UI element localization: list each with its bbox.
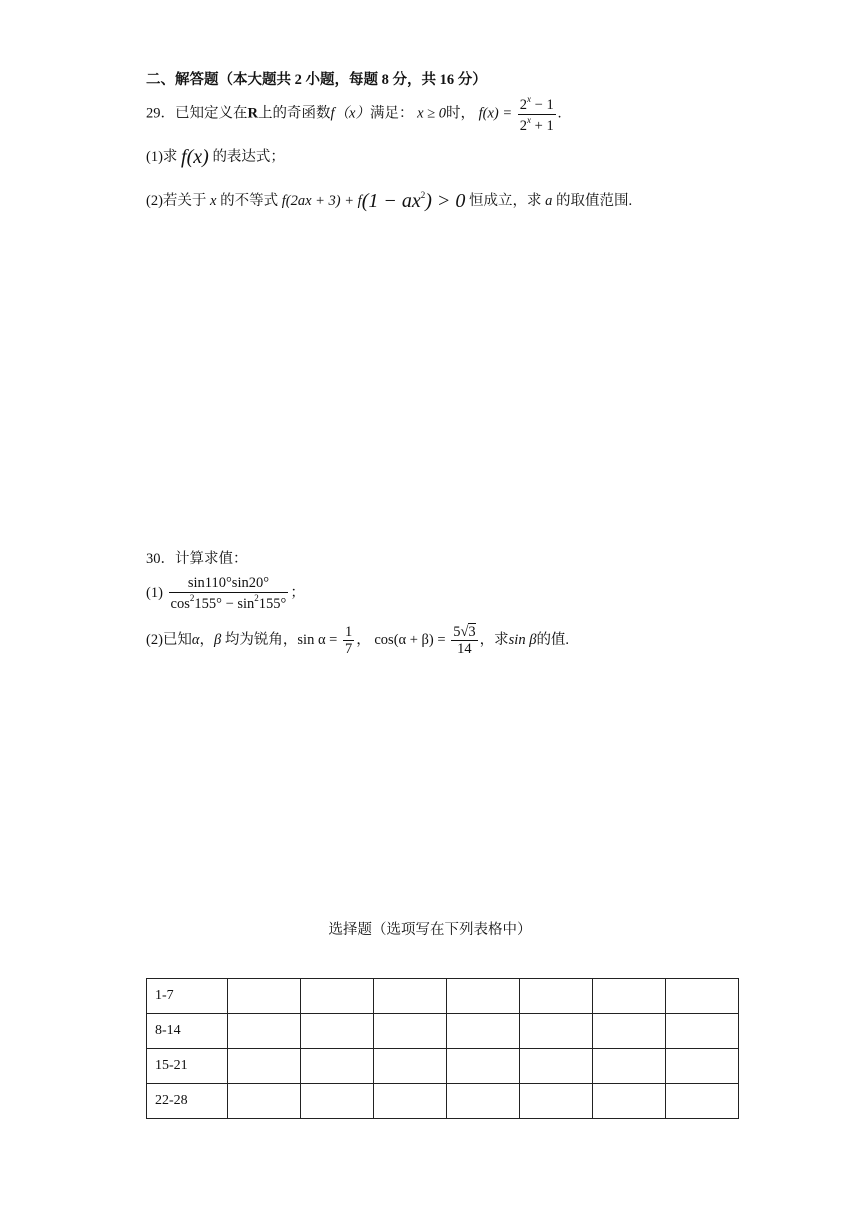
answer-cell[interactable] [447,1084,520,1119]
q30-fraction-2: $\frac{1}{7}$ [344,623,353,658]
q30-fraction-3: $\frac{5√3}{14}$ [453,623,476,658]
table-row [147,979,739,1014]
answer-cell[interactable] [447,1014,520,1049]
answer-cell[interactable] [520,1049,593,1084]
mc-title: 选择题（选项写在下列表格中） [328,922,532,938]
q29-part2: (2)若关于 x 的不等式 $f(2ax + 3) + f(1 - ax^2) > 0$ 恒成立，求 a 的取值范围. [146,190,633,212]
q29-fraction: $\frac{2^x - 1}{2^x + 1}$ [519,94,554,134]
table-row [147,1084,739,1119]
table-row [147,1014,739,1049]
answer-cell[interactable] [301,979,374,1014]
answer-cell[interactable] [666,979,739,1014]
answer-cell[interactable] [228,1049,301,1084]
answer-cell[interactable] [374,1049,447,1084]
answer-cell[interactable] [666,1014,739,1049]
answer-cell[interactable] [447,1049,520,1084]
q29-part1: (1)求 f(x) 的表达式； [146,146,285,168]
answer-cell[interactable] [228,1084,301,1119]
answer-table [146,978,739,1119]
q30-stem: 30．计算求值： [146,551,248,567]
q30-part2: (2)已知α，β 均为锐角，sin α = $\frac{1}{7}$ ， cos(α + β) = $\frac{5√3}{14}$ ，求sin β的值. [146,623,570,658]
row-label: 8-14 [147,1014,228,1049]
row-label: 22-28 [147,1084,228,1119]
table-row [147,1049,739,1084]
answer-cell[interactable] [301,1014,374,1049]
answer-cell[interactable] [593,1084,666,1119]
answer-cell[interactable] [593,1014,666,1049]
answer-cell[interactable] [593,1049,666,1084]
answer-cell[interactable] [666,1049,739,1084]
answer-cell[interactable] [447,979,520,1014]
q29-stem: 29．已知定义在R上的奇函数f（x）满足： x ≥ 0时， f(x) = $\frac{2^x - 1}{2^x + 1}$ . [146,94,562,134]
answer-cell[interactable] [520,1014,593,1049]
section-title: 二、解答题（本大题共 2 小题，每题 8 分，共 16 分） [146,72,487,88]
answer-cell[interactable] [520,979,593,1014]
row-label: 15-21 [147,1049,228,1084]
q30-part1: (1) $\frac{\sin 110^\circ\sin 20^\circ}{\cos^2155^\circ - \sin^2155^\circ}$ ； [146,575,305,612]
answer-cell[interactable] [301,1084,374,1119]
answer-cell[interactable] [593,979,666,1014]
answer-cell[interactable] [374,979,447,1014]
answer-cell[interactable] [666,1084,739,1119]
answer-cell[interactable] [228,979,301,1014]
answer-cell[interactable] [374,1084,447,1119]
q30-fraction-1: $\frac{\sin 110^\circ\sin 20^\circ}{\cos^2155^\circ - \sin^2155^\circ}$ [170,575,287,612]
row-label: 1-7 [147,979,228,1014]
answer-cell[interactable] [228,1014,301,1049]
answer-cell[interactable] [374,1014,447,1049]
answer-cell[interactable] [520,1084,593,1119]
answer-cell[interactable] [301,1049,374,1084]
